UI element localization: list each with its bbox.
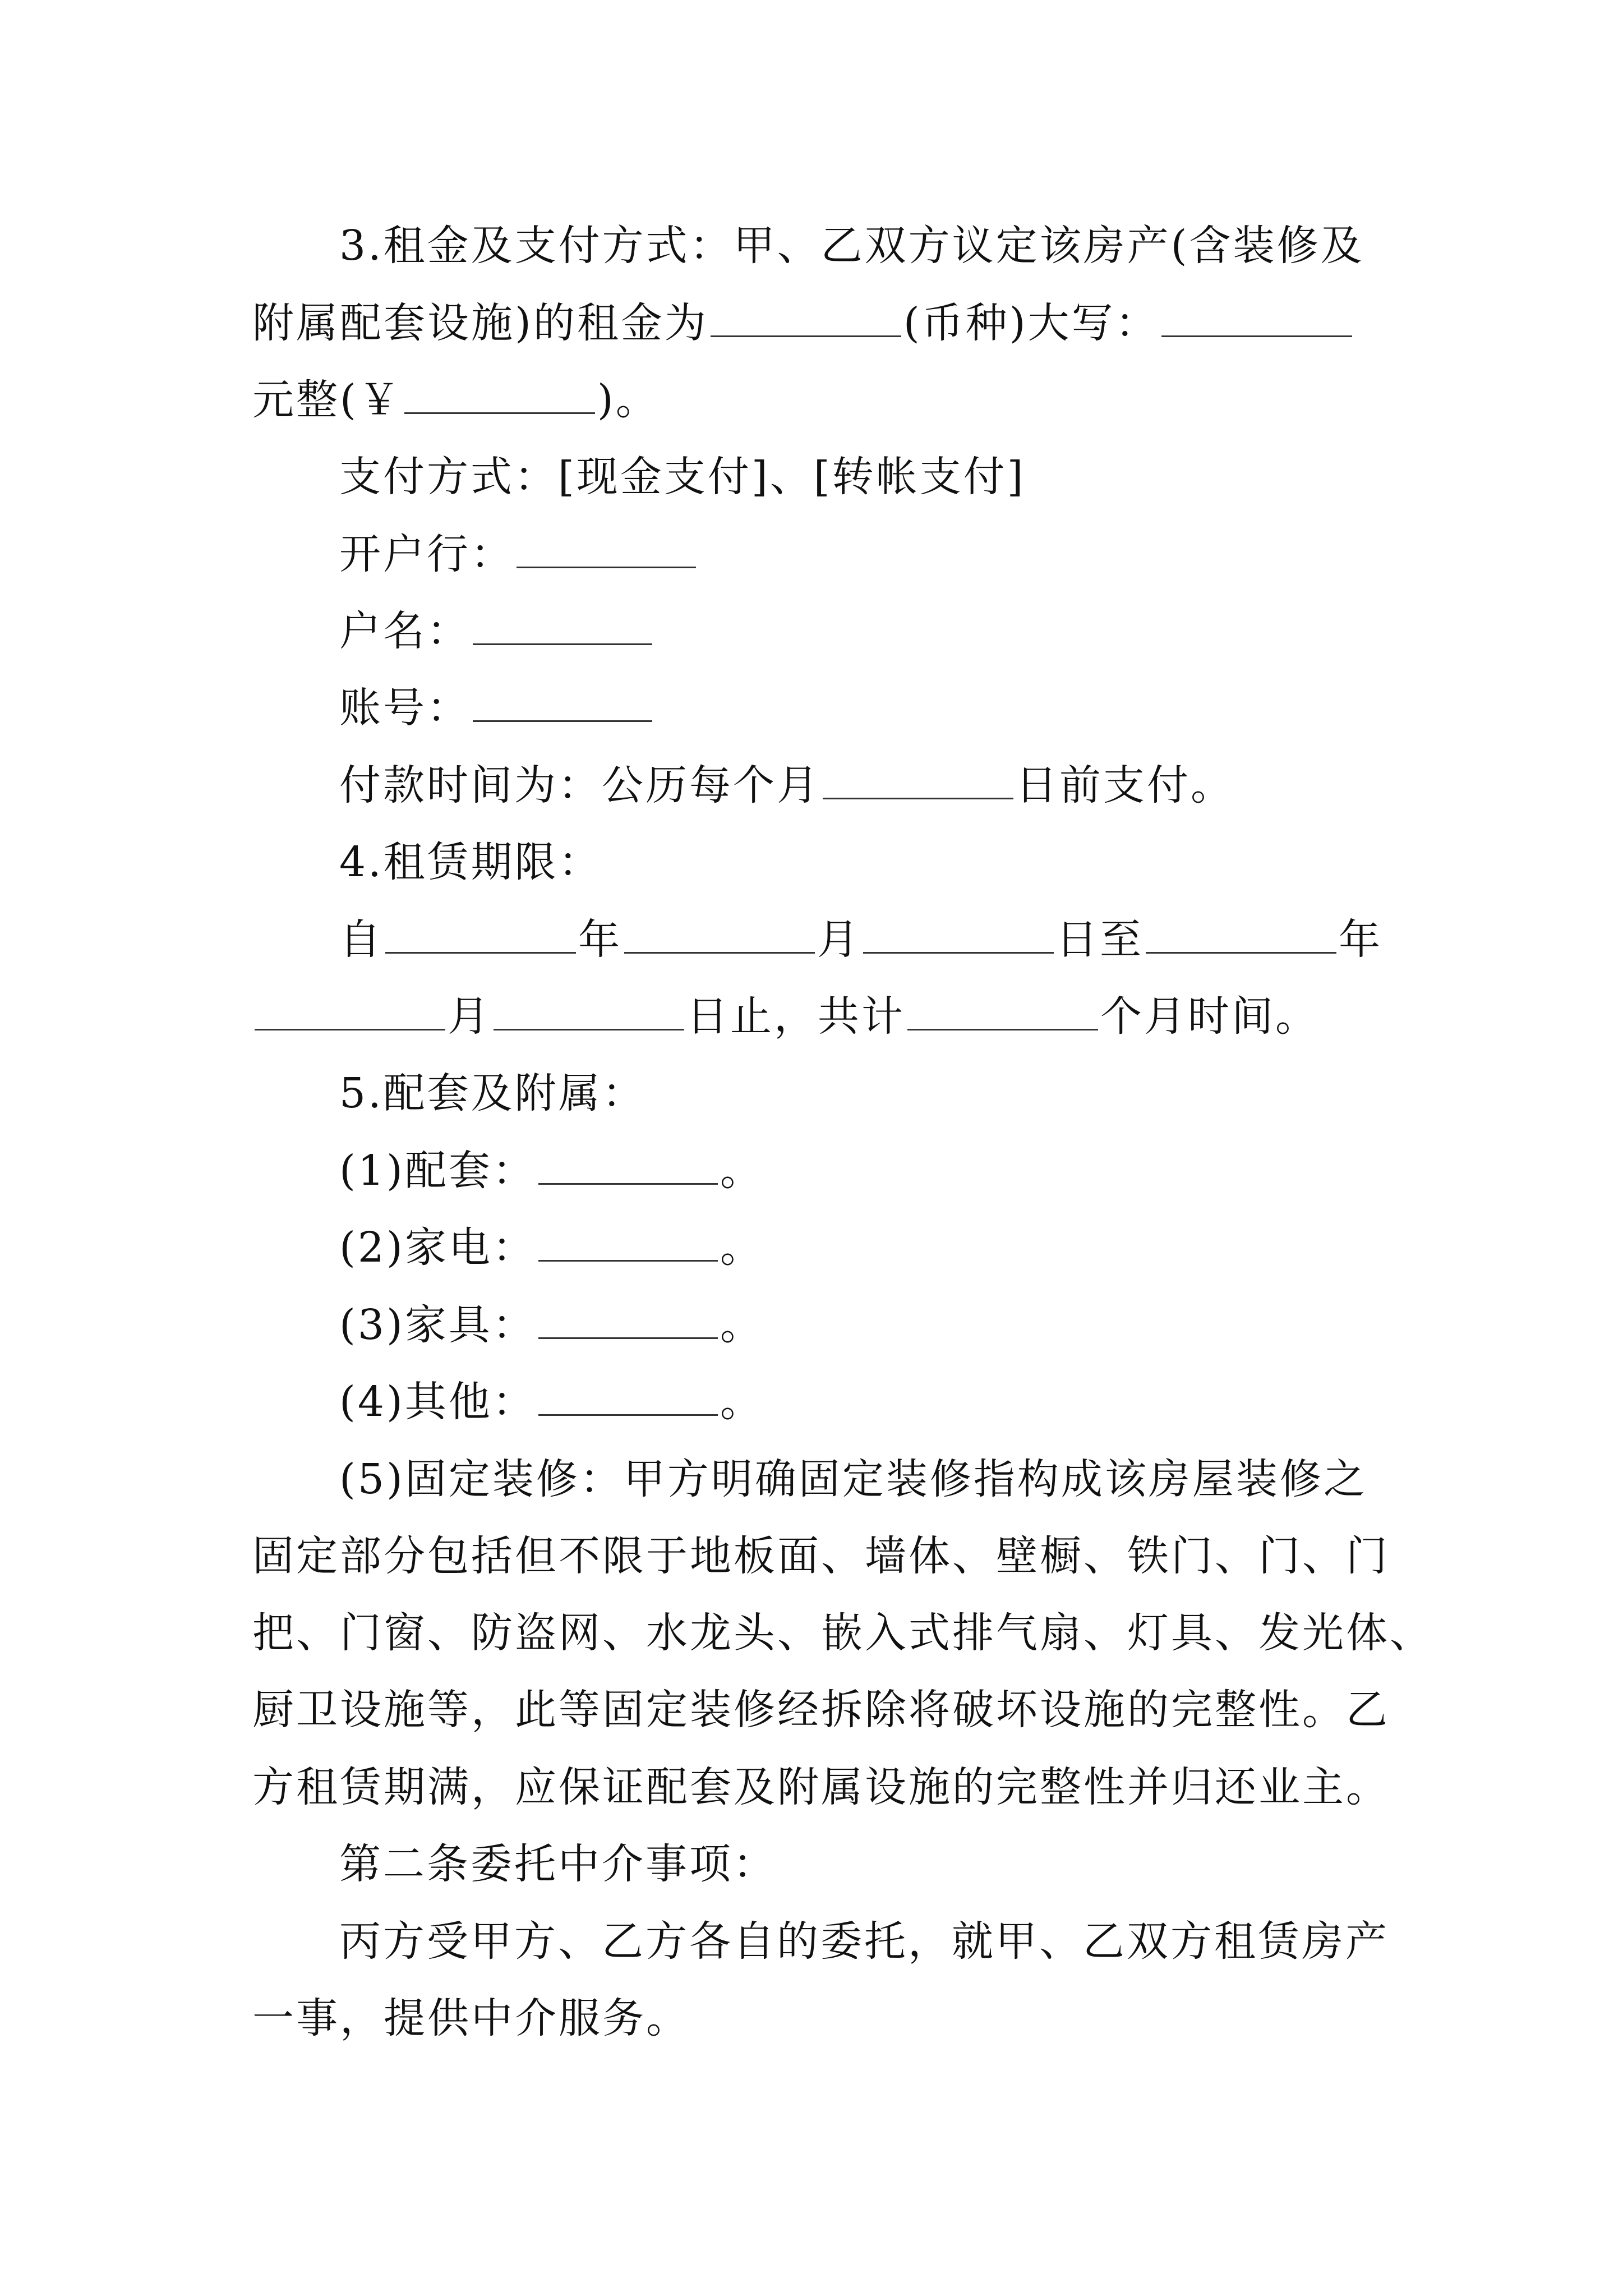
end-day-blank[interactable] [494,995,684,1030]
accessories-item-1 [339,1140,1489,1202]
article-2-heading: 第二条委托中介事项： [339,1840,777,1888]
item-label: (3)家具： [339,1301,536,1349]
account-name-line [339,600,1489,662]
bank-blank[interactable] [517,533,696,568]
fixed-decoration-text: 把、门窗、防盗网、水龙头、嵌入式排气扇、灯具、发光体、 [252,1609,1433,1657]
accessories-item-2 [339,1217,1489,1278]
account-number-label: 账号： [339,684,471,732]
fixed-decoration-text: 方租赁期满，应保证配套及附属设施的完整性并归还业主。 [252,1763,1390,1811]
facilities-blank[interactable] [538,1149,718,1185]
bank-line [339,523,1489,585]
account-number-line [339,677,1489,739]
article-2-line-1 [339,1911,1489,1972]
fixed-decoration-text: (5)固定装修：甲方明确固定装修指构成该房屋装修之 [339,1455,1367,1503]
start-month-blank[interactable] [624,918,815,954]
account-name-blank[interactable] [473,610,652,645]
payment-method-text: 支付方式：[现金支付]、[转帐支付] [339,453,1026,501]
payment-method-line [339,446,1489,508]
period-text: 。 [720,1378,764,1426]
end-month-blank[interactable] [255,995,445,1030]
rent-amount-label: 附属配套设施)的租金为 [252,299,708,347]
month-label: 月 [448,992,491,1041]
year-label: 年 [578,915,622,964]
accessories-item-3 [339,1294,1489,1356]
other-blank[interactable] [538,1381,718,1416]
article-2-text: 丙方受甲方、乙方各自的委托，就甲、乙双方租赁房产 [339,1917,1389,1966]
fixed-decoration-line-3 [252,1602,1433,1664]
day-to-label: 日至 [1056,915,1144,964]
term-heading-line [339,831,1489,893]
appliances-blank[interactable] [538,1226,718,1262]
period-text: 。 [720,1147,764,1195]
rent-clause-text: 3.租金及支付方式：甲、乙双方议定该房产(含装修及 [339,222,1364,270]
start-year-blank[interactable] [385,918,576,954]
item-label: (2)家电： [339,1223,536,1272]
payment-day-blank[interactable] [823,764,1013,799]
article-2-heading-line [339,1833,1489,1895]
article-2-text: 一事，提供中介服务。 [252,1994,690,2042]
currency-uppercase-label: (币种)大写： [903,299,1159,347]
month-label: 月 [817,915,861,964]
bank-label: 开户行： [339,530,514,578]
furniture-blank[interactable] [538,1304,718,1339]
item-label: (1)配套： [339,1147,536,1195]
period-text: 。 [720,1223,764,1272]
term-line-2 [252,986,1402,1047]
payment-time-line [339,754,1489,816]
payment-time-suffix: 日前支付。 [1016,761,1234,809]
fixed-decoration-text: 固定部分包括但不限于地板面、墙体、壁橱、铁门、门、门 [252,1532,1390,1580]
account-name-label: 户名： [339,607,471,655]
term-line-1 [339,909,1489,970]
accessories-heading: 5.配套及附属： [339,1069,646,1117]
rent-clause-line-2 [252,292,1402,354]
accessories-item-4 [339,1371,1489,1433]
rent-clause-line-1 [339,215,1489,277]
article-2-line-2 [252,1987,1402,2049]
period-text: 。 [720,1301,764,1349]
day-end-label: 日止，共计 [686,992,905,1041]
item-label: (4)其他： [339,1378,536,1426]
end-year-blank[interactable] [1146,918,1336,954]
uppercase-amount-blank[interactable] [1161,302,1352,337]
term-heading: 4.租赁期限： [339,838,602,886]
rent-clause-line-3 [252,369,1402,431]
close-paren-text: )。 [597,376,660,424]
fixed-decoration-text: 厨卫设施等，此等固定装修经拆除将破坏设施的完整性。乙 [252,1686,1390,1734]
account-number-blank[interactable] [473,687,652,722]
fixed-decoration-line-4 [252,1679,1402,1741]
from-label: 自 [339,915,383,964]
year-label: 年 [1339,915,1382,964]
fixed-decoration-line-5 [252,1756,1402,1818]
accessories-heading-line [339,1062,1489,1124]
fixed-decoration-line-1 [339,1448,1489,1510]
start-day-blank[interactable] [863,918,1054,954]
months-time-label: 个月时间。 [1100,992,1319,1041]
total-months-blank[interactable] [907,995,1098,1030]
rent-amount-blank[interactable] [711,302,901,337]
fixed-decoration-line-2 [252,1525,1402,1587]
numeric-amount-blank[interactable] [404,379,595,414]
yuan-label: 元整(￥ [252,376,402,424]
payment-time-label: 付款时间为：公历每个月 [339,761,820,809]
